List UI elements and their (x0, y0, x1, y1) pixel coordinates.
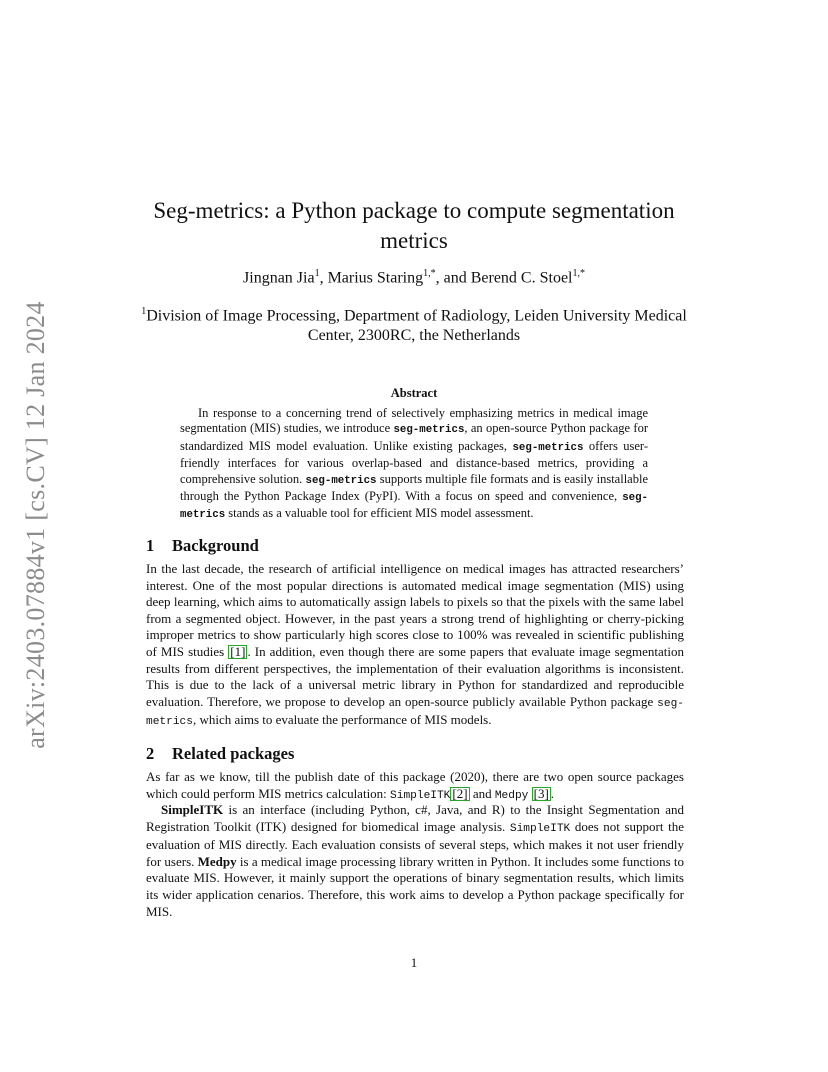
paragraph-text: . In addition, even though there are some papers that evaluate image segmentation results from different perspectives, the implementation of their evaluation algorithms is inconsistent. This is due to the lack of a universal metric library in Python for standardized and reproducible evaluation. Therefore, we propose to develop an open-source publicly available Python package (146, 643, 684, 709)
section-title: Related packages (172, 744, 295, 763)
abstract-text: , an open-source Python package for standardized MIS model evaluation. Unlike existing packages, (180, 421, 648, 453)
author-list (140, 268, 688, 287)
paragraph-text: is an interface (including Python, c#, Java, and R) to the Insight Segmentation and Registration Toolkit (ITK) designed for biomedical image analysis. (146, 802, 684, 834)
citation-link[interactable]: [1] (230, 643, 246, 659)
package-name: seg-metrics (512, 441, 584, 454)
package-name-bold: SimpleITK (161, 802, 224, 817)
abstract-text: supports multiple file formats and is easily installable through the Python Package Index (PyPI). With a focus on speed and convenience, (180, 471, 648, 504)
paragraph-text: , which aims to evaluate the performance of MIS models. (192, 712, 492, 728)
paragraph-text: In the last decade, the research of artificial intelligence on medical images has attracted researchers’ interest. One of the most popular directions is automated medical image segmentation (MIS) using deep learning, which aims to automatically assign labels to pixels so that the pixels with the same label from a segmented object. However, in the past years a strong trend of highlighting or cherry-picking improper metrics to show particularly high scores close to 100% was revealed in scientific publishing of MIS studies (146, 561, 684, 659)
package-name: seg-metrics (305, 474, 377, 487)
package-name: seg-metrics (180, 492, 648, 522)
related-packages-paragraph (146, 769, 684, 804)
author-separator: , (319, 269, 328, 287)
paragraph-text: does not support the evaluation of MIS directly. Each evaluation consists of several steps, which makes it not user friendly for users. (146, 818, 684, 869)
section-heading-related-packages (146, 744, 294, 764)
package-name: Medpy (494, 789, 529, 802)
paper-title: Seg-metrics: a Python package to compute segmentation metrics (153, 198, 675, 253)
paragraph-text: As far as we know, till the publish date of this package (2020), there are two open source packages which could perform MIS metrics calculation: (146, 769, 684, 801)
affiliation-mark: 1 (141, 306, 147, 317)
package-name: SimpleITK (509, 822, 571, 835)
page-number: 1 (410, 955, 418, 970)
paragraph-text: . (550, 785, 555, 801)
author-name: Berend C. Stoel (470, 269, 573, 287)
citation-link[interactable]: [3] (533, 785, 549, 801)
affiliation-text: Division of Image Processing, Department of Radiology, Leiden University Medical Center, 2300RC, the Netherlands (146, 307, 687, 345)
section-heading-background (146, 536, 259, 556)
author-name: Marius Staring (327, 269, 424, 287)
author-affiliation-mark: 1,* (572, 268, 585, 279)
section-number: 2 (146, 744, 155, 763)
section-title: Background (172, 536, 259, 555)
package-name: SimpleITK (390, 789, 451, 802)
abstract-heading: Abstract (390, 386, 438, 400)
author-affiliation-mark: 1,* (423, 268, 436, 279)
abstract-text: stands as a valuable tool for efficient MIS model assessment. (225, 506, 534, 521)
arxiv-identifier-stamp: arXiv:2403.07884v1 [cs.CV] 12 Jan 2024 (21, 301, 50, 749)
paragraph-text: and (469, 785, 495, 801)
package-name: seg-metrics (146, 697, 684, 729)
package-name-bold: Medpy (197, 853, 237, 869)
package-name: seg-metrics (393, 424, 465, 437)
simpleitk-paragraph (146, 802, 684, 920)
section-number: 1 (146, 536, 155, 555)
affiliation (140, 302, 688, 346)
background-paragraph (146, 561, 684, 731)
author-separator: , and (435, 269, 471, 287)
author-affiliation-mark: 1 (314, 268, 320, 279)
abstract-text: offers user-friendly interfaces for various overlap-based and distance-based metrics, providing a comprehensive solution. (180, 438, 648, 486)
citation-link[interactable]: [2] (452, 785, 468, 801)
abstract-body (180, 406, 648, 524)
author-name: Jingnan Jia (243, 269, 315, 287)
paragraph-text: is a medical image processing library written in Python. It includes some functions to evaluate MIS. However, it mainly support the operations of binary segmentation results, which limits its wider application cenarios. Therefore, this work aims to develop a Python package specifically for MIS. (146, 853, 684, 919)
abstract-text: In response to a concerning trend of selectively emphasizing metrics in medical image segmentation (MIS) studies, we introduce (180, 406, 648, 436)
